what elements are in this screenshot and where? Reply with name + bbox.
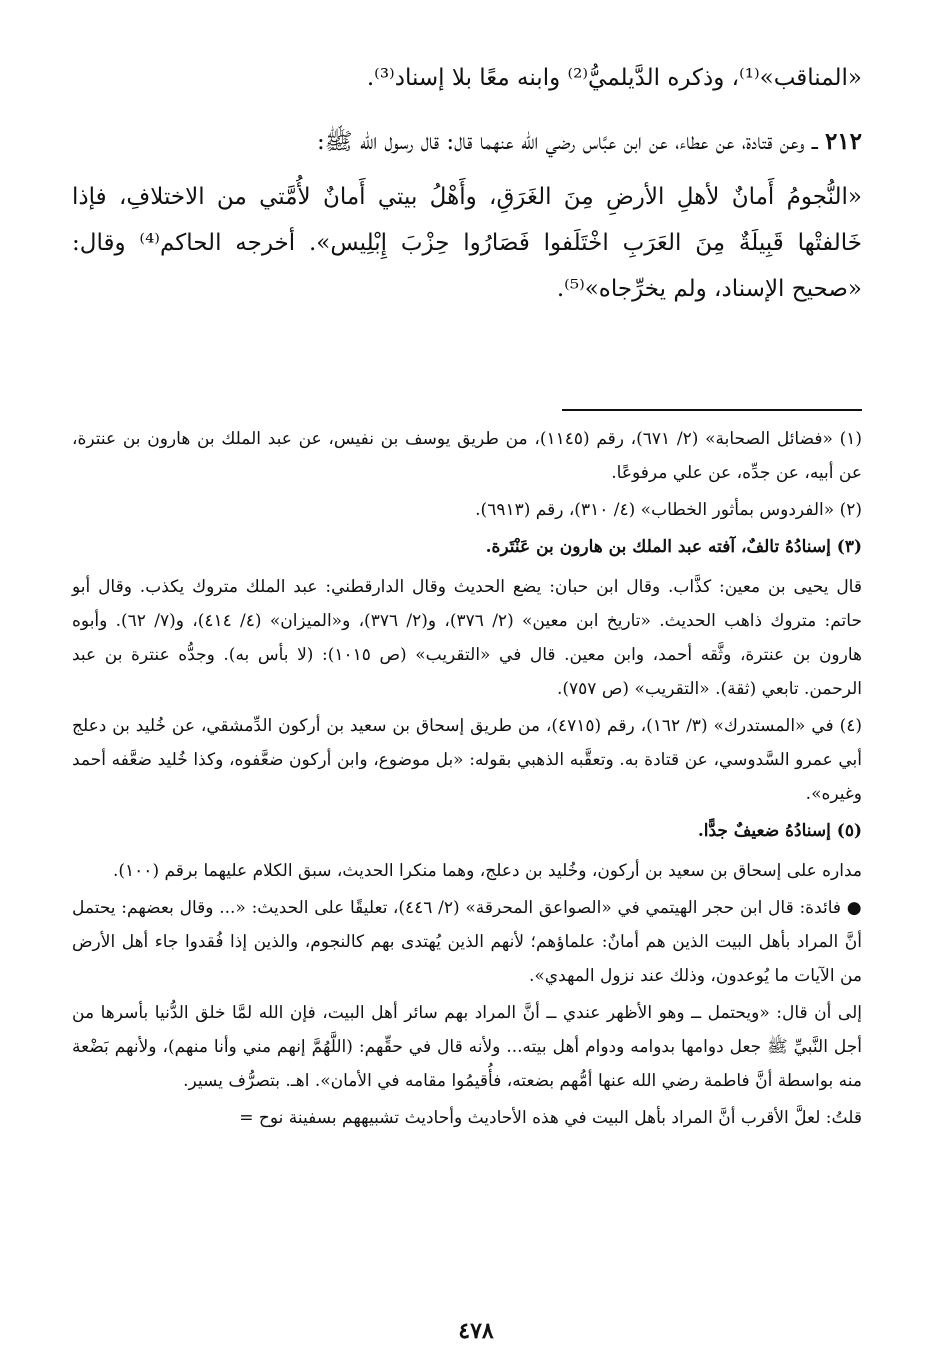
footnote-2: (٢) «الفردوس بمأثور الخطاب» (٤/ ٣١٠)، رقم (٦٩١٣). [475,500,862,520]
benefit-note-continued: إلى أن قال: «ويحتمل ــ وهو الأظهر عندي ــ أنَّ المراد بهم سائر أهل البيت، فإن الله لمَّا خلق الدُّنيا بأسرها من أجل النَّبيِّ ﷺ جعل دوامها بدوامه ودوام أهل بيته... ولأنه قال في حقِّهم: (اللَّهُمَّ إنهم مني وأنا منهم)، ولأنهم بَضْعة منه بواسطة أنَّ فاطمة رضي الله عنها أمُّهم بضعته، فأُقيمُوا مقامه في الأمان». اهـ. بتصرُّف يسير. [72,1003,862,1091]
footnote-4: (٤) في «المستدرك» (٣/ ١٦٢)، رقم (٤٧١٥)، من طريق إسحاق بن سعيد بن أركون الدِّمشقي، عن خُليد بن دعلج أبي عمرو السَّدوسي، عن قتادة به. وتعقَّبه الذهبي بقوله: «بل موضوع، وابن أركون ضعَّفوه، وكذا خُليد ضعَّفه أحمد وغيره». [72,716,862,804]
benefit-note: ● فائدة: قال ابن حجر الهيتمي في «الصواعق المحرقة» (٢/ ٤٤٦)، تعليقًا على الحديث: «... وقال بعضهم: يحتمل أنَّ المراد بأهل البيت الذين هم أمانٌ: علماؤهم؛ لأنهم الذين يُهتدى بهم كالنجوم، والذين إذا فُقدوا جاء أهل الأرض من الآيات ما يُوعدون، وذلك عند نزول المهدي». [72,898,862,986]
footnote-divider [562,409,862,411]
page-number: ٤٧٨ [458,1318,494,1344]
footnote-3: (٣) إسنادُهُ تالفٌ، آفته عبد الملك بن هارون بن عَنْتَرة. [485,537,862,557]
footnote-1: (١) «فضائل الصحابة» (٢/ ٦٧١)، رقم (١١٤٥)، من طريق يوسف بن نفيس، عن عبد الملك بن هارون بن عنترة، عن أبيه، عن جدِّه، عن علي مرفوعًا. [72,429,862,483]
footnote-5: (٥) إسنادُهُ ضعيفٌ جدًّا. [697,821,862,841]
opening-line: «المناقب»⁽¹⁾، وذكره الدَّيلميُّ⁽²⁾ وابنه معًا بلا إسناد⁽³⁾. [366,65,862,91]
hadith-chain: ــ وعن قتادة، عن عطاء، عن ابن عبَّاس رضي الله عنهما قال: قال رسول الله ﷺ: [317,129,818,155]
hadith-text: «النُّجومُ أَمانٌ لأهلِ الأرضِ مِنَ الغَرَقِ، وأَهْلُ بيتي أَمانٌ لأُمَّتي من الاختلافِ، فإذا خَالفتْها قَبِيلَةٌ مِنَ العَرَبِ اخْتَلَفوا فَصَارُوا حِزْبَ إِبْلِيس». أخرجه الحاكم⁽⁴⁾ وقال: «صحيح الإسناد، ولم يخرِّجاه»⁽⁵⁾. [72,184,862,302]
footnote-3-detail: قال يحيى بن معين: كذَّاب. وقال ابن حبان: يضع الحديث وقال الدارقطني: عبد الملك متروك يكذب. وقال أبو حاتم: متروك ذاهب الحديث. «تاريخ ابن معين» (٢/ ٣٧٦)، و(٢/ ٣٧٦)، و«الميزان» (٤/ ٤١٤)، و(٧/ ٦٢). وأبوه هارون بن عنترة، وثَّقه أحمد، وابن معين. قال في «التقريب» (ص ١٠١٥): (لا بأس به). وجدُّه عنترة بن عبد الرحمن. تابعي (ثقة). «التقريب» (ص ٧٥٧). [72,577,862,699]
hadith-intro [72,120,862,164]
hadith-number: ٢١٢ [824,128,862,155]
footnote-5-detail: مداره على إسحاق بن سعيد بن أركون، وخُليد بن دعلج، وهما منكرا الحديث، سبق الكلام عليهما برقم (١٠٠). [113,861,862,881]
main-text [72,58,862,312]
footnotes [72,422,862,1138]
author-comment: قلتُ: لعلَّ الأقرب أنَّ المراد بأهل البيت في هذه الأحاديث وأحاديث تشبيههم بسفينة نوح = [239,1108,862,1128]
